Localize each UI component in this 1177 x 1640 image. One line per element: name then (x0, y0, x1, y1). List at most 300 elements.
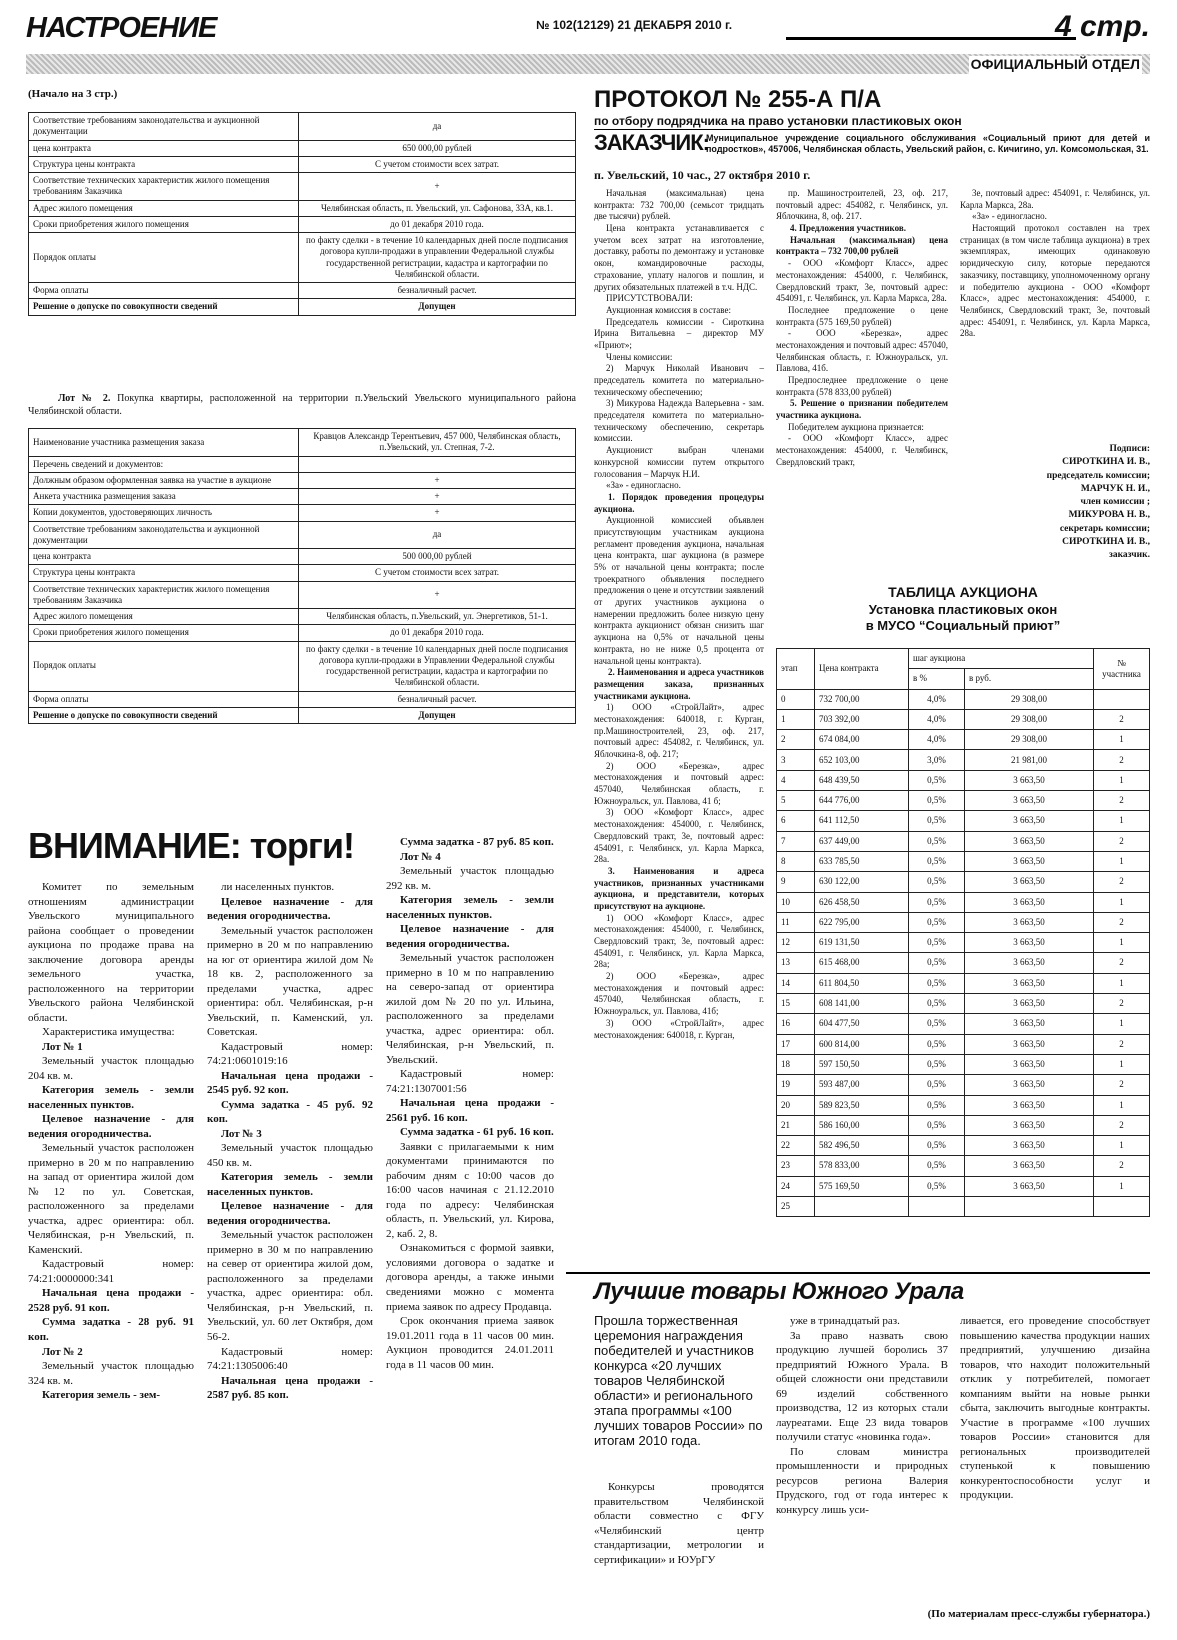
price-cell: 589 823,50 (815, 1095, 909, 1115)
paragraph: Лот № 4 (400, 850, 441, 863)
stage-cell: 8 (777, 851, 815, 871)
stage-cell: 13 (777, 953, 815, 973)
paragraph: Лот № 1 (42, 1040, 83, 1053)
percent-cell: 0,5% (909, 1014, 965, 1034)
percent-cell: 0,5% (909, 770, 965, 790)
rubles-cell: 3 663,50 (965, 1054, 1094, 1074)
field-label: Форма оплаты (29, 283, 299, 299)
participant-cell: 1 (1094, 973, 1150, 993)
field-label: Решение о допуске по совокупности сведений (29, 299, 299, 315)
percent-cell: 0,5% (909, 1075, 965, 1095)
lot1-table (28, 112, 576, 316)
table-row (29, 521, 576, 549)
table-row (29, 505, 576, 521)
signature-line: член комиссии ; (1080, 497, 1150, 508)
auction-row (777, 1176, 1150, 1196)
price-cell: 630 122,00 (815, 872, 909, 892)
protocol-column-2 (776, 188, 948, 469)
auction-title: ТАБЛИЦА АУКЦИОНА (888, 584, 1038, 600)
field-label: Соответствие технических характеристик жилого помещения требованиям Заказчика (29, 581, 299, 609)
paragraph: Категория земель - земли населенных пунктов. (386, 894, 554, 921)
price-cell: 578 833,00 (815, 1156, 909, 1176)
auction-row (777, 1156, 1150, 1176)
signature-line: Подписи: (1109, 444, 1150, 454)
auction-row (777, 851, 1150, 871)
price-cell: 703 392,00 (815, 709, 909, 729)
field-value: Допущен (299, 707, 576, 723)
table-row (29, 489, 576, 505)
paragraph: ПРИСУТСТВОВАЛИ: (606, 293, 693, 304)
signature-line: МАРЧУК Н. И., (1080, 483, 1150, 494)
paragraph: Кадастровый номер: 74:21:0000000:341 (28, 1258, 194, 1285)
price-cell: 619 131,50 (815, 933, 909, 953)
participant-cell: 2 (1094, 791, 1150, 811)
table-row (29, 156, 576, 172)
issue-date: № 102(12129) 21 ДЕКАБРЯ 2010 г. (536, 18, 733, 32)
participant-cell (1094, 689, 1150, 709)
paragraph: Члены комиссии: (606, 351, 673, 362)
goods-lead: Прошла торжественная церемония награждения победителей и участников конкурса «20 лучших товаров Челябинской области» и регионального этапа программы «100 лучших товаров России» по итогам 2010 года. (594, 1313, 763, 1448)
rubles-cell: 3 663,50 (965, 1156, 1094, 1176)
rubles-cell: 21 981,00 (965, 750, 1094, 770)
percent-cell: 0,5% (909, 1095, 965, 1115)
paragraph: уже в тринадцатый раз. (790, 1315, 900, 1327)
field-label: Соответствие требованиям законодательства и аукционной документации (29, 113, 299, 141)
participant-cell: 1 (1094, 892, 1150, 912)
price-cell: 637 449,00 (815, 831, 909, 851)
percent-cell: 0,5% (909, 1136, 965, 1156)
percent-cell: 0,5% (909, 1054, 965, 1074)
price-cell: 593 487,00 (815, 1075, 909, 1095)
percent-cell: 0,5% (909, 953, 965, 973)
protocol-column-1 (594, 188, 764, 1041)
participant-cell: 2 (1094, 750, 1150, 770)
goods-column-1: Конкурсы проводятся правительством Челябинской области совместно с ФГУ «Челябинский центр стандартизации, метрологии и сертификации» и ЮУрГУ (594, 1481, 764, 1566)
stage-cell: 9 (777, 872, 815, 892)
field-value: 500 000,00 рублей (299, 549, 576, 565)
paragraph: 2) ООО «Березка», адрес местонахождения и почтовый адрес: 457040, Челябинская область, г. Южноуральск, ул. Павлова, 41б; (594, 971, 764, 1017)
paragraph: Сумма задатка - 28 руб. 91 коп. (28, 1316, 194, 1343)
paragraph: Цена контракта устанавливается с учетом всех затрат на изготовление, доставку, работы по демонтажу и установке окон, командировочные расходы, страхование, уплату налогов и пошлин, и других обязательных платежей в т.ч. НДС. (594, 223, 764, 292)
field-value: + (299, 581, 576, 609)
paragraph: 1. Порядок проведения процедуры аукциона. (594, 491, 764, 514)
lot2-number: Лот № 2. (58, 393, 111, 404)
auction-subtitle-1: Установка пластиковых окон (868, 601, 1058, 617)
field-label: Соответствие технических характеристик жилого помещения требованиям Заказчика (29, 173, 299, 201)
rubles-cell: 3 663,50 (965, 1014, 1094, 1034)
section-label: ОФИЦИАЛЬНЫЙ ОТДЕЛ (970, 56, 1140, 72)
field-label: Сроки приобретения жилого помещения (29, 216, 299, 232)
field-value: + (299, 505, 576, 521)
rubles-cell: 3 663,50 (965, 1095, 1094, 1115)
paragraph: «За» - единогласно. (606, 480, 681, 491)
auction-subtitle-2: в МУСО “Социальный приют” (865, 617, 1061, 633)
table-row (29, 140, 576, 156)
paragraph: Земельный участок площадью 292 кв. м. (386, 865, 554, 892)
price-cell: 611 804,50 (815, 973, 909, 993)
field-value: Челябинская область, п.Увельский, ул. Энергетиков, 51-1. (299, 609, 576, 625)
rubles-cell: 3 663,50 (965, 831, 1094, 851)
paragraph: Кадастровый номер: 74:21:0601019:16 (207, 1040, 373, 1068)
rubles-cell: 3 663,50 (965, 872, 1094, 892)
percent-cell: 0,5% (909, 851, 965, 871)
paragraph: 1) ООО «СтройЛайт», адрес местонахождения: 640018, г. Курган, пр.Машиностроителей, 23, оф. 217, почтовый адрес: 454082, г. Челябинск, ул. Яблочкина-8, оф. 217; (594, 702, 764, 759)
paragraph: Аукционист выбран членами конкурсной комиссии путем открытого голосования – Марчук Н.И. (594, 445, 764, 479)
price-cell: 622 795,00 (815, 912, 909, 932)
field-value: по факту сделки - в течение 10 календарных дней после подписания договора купли-продажи в Управлении Федеральной службы государственной регистрации, кадастра и картографии по Челябинской области. (299, 641, 576, 691)
price-cell: 641 112,50 (815, 811, 909, 831)
auction-row (777, 994, 1150, 1014)
percent-cell: 0,5% (909, 872, 965, 892)
paragraph: Целевое назначение - для ведения огородничества. (28, 1113, 194, 1140)
stage-cell: 20 (777, 1095, 815, 1115)
paragraph: Настоящий протокол составлен на трех страницах (в том числе таблица аукциона) в трех экземплярах, имеющих одинаковую юридическую силу, которые передаются заказчику, поставщику, уполномоченному органу и победителю аукциона - ООО «Комфорт Класс», адрес местонахождения: 454000, г. Челябинск, Свердловский тракт, 3е, почтовый адрес: 454091, г. Челябинск, ул. Карла Маркса, 28а. (960, 223, 1150, 339)
price-cell: 575 169,50 (815, 1176, 909, 1196)
price-cell: 626 458,50 (815, 892, 909, 912)
stage-cell: 5 (777, 791, 815, 811)
price-cell: 586 160,00 (815, 1115, 909, 1135)
participant-cell: 1 (1094, 1095, 1150, 1115)
auction-row (777, 953, 1150, 973)
protocol-column-3 (960, 188, 1150, 340)
customer-text: Муниципальное учреждение социального обслуживания «Социальный приют для детей и подростков», 457006, Челябинская область, Увельский район, с. Кичигино, ул. Комсомольская, 31. (706, 133, 1150, 155)
paragraph: - ООО «Комфорт Класс», адрес местонахождения: 454000, г. Челябинск, Свердловский тракт, 3е, почтовый адрес: 454091, г. Челябинск, ул. Карла Маркса, 28а. (776, 258, 948, 304)
paragraph: Категория земель - земли населенных пунктов. (28, 1084, 194, 1111)
paragraph: Земельный участок площадью 450 кв. м. (207, 1142, 373, 1169)
field-value: + (299, 173, 576, 201)
field-value: по факту сделки - в течение 10 календарных дней после подписания договора купли-продажи в управлении Федеральной службы государственной регистрации, кадастра и картографии по Челябинской области. (299, 233, 576, 283)
rubles-cell: 3 663,50 (965, 933, 1094, 953)
participant-cell: 2 (1094, 1075, 1150, 1095)
percent-cell: 0,5% (909, 811, 965, 831)
table-row (29, 609, 576, 625)
rubles-cell: 3 663,50 (965, 953, 1094, 973)
rubles-cell: 3 663,50 (965, 1115, 1094, 1135)
stage-cell: 24 (777, 1176, 815, 1196)
auction-row (777, 689, 1150, 709)
continued-note: (Начало на 3 стр.) (28, 88, 118, 100)
participant-cell: 1 (1094, 851, 1150, 871)
participant-cell: 1 (1094, 1014, 1150, 1034)
paragraph: 3е, почтовый адрес: 454091, г. Челябинск, ул. Карла Маркса, 28а. (960, 188, 1150, 210)
price-cell: 633 785,50 (815, 851, 909, 871)
lot2-heading (28, 393, 576, 418)
paragraph: По словам министра промышленности и природных ресурсов региона Валерия Прудского, год от года интерес к конкурсу лишь уси- (776, 1445, 948, 1516)
rubles-cell: 3 663,50 (965, 1176, 1094, 1196)
stage-cell: 25 (777, 1197, 815, 1217)
paragraph: Начальная цена продажи - 2561 руб. 16 коп. (386, 1097, 554, 1124)
auction-row (777, 1197, 1150, 1217)
price-cell: 615 468,00 (815, 953, 909, 973)
signature-line: председатель комиссии; (1046, 470, 1150, 481)
table-row (29, 173, 576, 201)
field-value: да (299, 521, 576, 549)
participant-cell: 2 (1094, 709, 1150, 729)
price-cell: 652 103,00 (815, 750, 909, 770)
field-label: цена контракта (29, 549, 299, 565)
rubles-cell: 3 663,50 (965, 1136, 1094, 1156)
paragraph: Начальная (максимальная) цена контракта – 732 700,00 рублей (776, 234, 948, 257)
rubles-cell: 29 308,00 (965, 709, 1094, 729)
protocol-title: ПРОТОКОЛ № 255-А П/А (594, 86, 882, 113)
rubles-cell (965, 1197, 1094, 1217)
paragraph: ли населенных пунктов. (221, 881, 335, 893)
auction-row (777, 1034, 1150, 1054)
field-label: Копии документов, удостоверяющих личность (29, 505, 299, 521)
percent-cell: 4,0% (909, 689, 965, 709)
paragraph: Начальная цена продажи - 2545 руб. 92 коп. (207, 1069, 373, 1097)
stage-cell: 23 (777, 1156, 815, 1176)
field-value: + (299, 472, 576, 488)
stage-cell: 18 (777, 1054, 815, 1074)
paragraph: Земельный участок расположен примерно в 30 м по направлению на север от ориентира жилой дом, расположенного за пределами участка, адрес ориентира: обл. Челябинская, р-н Увельский, п. Увельский, ул. 60 лет Октября, дом 56-2. (207, 1229, 373, 1343)
field-label: Структура цены контракта (29, 156, 299, 172)
paragraph: Срок окончания приема заявок 19.01.2011 года в 11 часов 00 мин. Аукцион проводится 24.01.2011 года в 11 часов 00 мин. (386, 1315, 554, 1371)
participant-cell: 2 (1094, 953, 1150, 973)
stage-cell: 1 (777, 709, 815, 729)
price-cell: 674 084,00 (815, 730, 909, 750)
stage-cell: 0 (777, 689, 815, 709)
price-cell: 600 814,00 (815, 1034, 909, 1054)
paragraph: Заявки с прилагаемыми к ним документами принимаются по рабочим дням с 10:00 часов до 16:00 часов начиная с 21.12.2010 года по адресу: Челябинская область, п. Увельский, ул. Кирова, 2, каб. 2, 8. (386, 1140, 554, 1240)
auction-row (777, 933, 1150, 953)
table-row (29, 707, 576, 723)
stage-cell: 19 (777, 1075, 815, 1095)
paragraph: Начальная цена продажи - 2528 руб. 91 коп. (28, 1287, 194, 1314)
field-label: Форма оплаты (29, 691, 299, 707)
auction-row (777, 1054, 1150, 1074)
paragraph: Кадастровый номер: 74:21:1305006:40 (207, 1345, 373, 1373)
stage-cell: 16 (777, 1014, 815, 1034)
participant-cell (1094, 1197, 1150, 1217)
field-label: Анкета участника размещения заказа (29, 489, 299, 505)
table-row (29, 691, 576, 707)
percent-cell: 0,5% (909, 791, 965, 811)
percent-cell (909, 1197, 965, 1217)
goods-column-2 (776, 1314, 948, 1517)
paragraph: Начальная (максимальная) цена контракта: 732 700,00 (семьсот тридцать две тысячи) рублей. (594, 188, 764, 222)
goods-column-3: ливается, его проведение способствует повышению качества продукции наших предприятий, улучшению дизайна товаров, что находит положительный отклик у потребителей, помогает компаниям выйти на новые рынки сбыта, заключить выгодные контракты. Участие в программе «100 лучших товаров России» становится для региональных производителей ступенькой к повышению конкурентоспособности услуг и продукции. (960, 1315, 1150, 1502)
auction-row (777, 730, 1150, 750)
stage-cell: 14 (777, 973, 815, 993)
paragraph: Сумма задатка - 45 руб. 92 коп. (207, 1098, 373, 1126)
participant-cell: 1 (1094, 1054, 1150, 1074)
rubles-cell: 3 663,50 (965, 892, 1094, 912)
masthead (26, 10, 1150, 44)
table-row (29, 641, 576, 691)
table-row (29, 429, 576, 457)
price-cell: 597 150,50 (815, 1054, 909, 1074)
signatures (960, 443, 1150, 563)
auction-row (777, 770, 1150, 790)
rubles-cell: 3 663,50 (965, 973, 1094, 993)
paragraph: «За» - единогласно. (972, 211, 1047, 222)
paragraph: За право назвать свою продукцию лучшей боролись 37 предприятий Южного Урала. В общей сложности они представили 69 изделий собственного производства, 12 из которых стали лауреатами. Еще 23 вида товаров получили статус «новинка года». (776, 1329, 948, 1444)
participant-cell: 2 (1094, 1156, 1150, 1176)
field-label: Решение о допуске по совокупности сведений (29, 707, 299, 723)
protocol-place-date: п. Увельский, 10 час., 27 октября 2010 г. (594, 168, 811, 182)
field-value: С учетом стоимости всех затрат. (299, 565, 576, 581)
paragraph: Комитет по земельным отношениям администрации Увельского муниципального района сообщает о проведении аукциона по продаже права на заключение договора аренды земельного участка, расположенного на территории Увельского района Челябинской области. (28, 881, 194, 1024)
table-row (29, 283, 576, 299)
paragraph: Кадастровый номер: 74:21:1307001:56 (386, 1068, 554, 1095)
field-label: Порядок оплаты (29, 233, 299, 283)
field-label: Адрес жилого помещения (29, 609, 299, 625)
paragraph: Категория земель - зем- (42, 1389, 160, 1402)
price-cell: 644 776,00 (815, 791, 909, 811)
auction-row (777, 1014, 1150, 1034)
paragraph: Сумма задатка - 61 руб. 16 коп. (400, 1126, 554, 1139)
rubles-cell: 3 663,50 (965, 791, 1094, 811)
percent-cell: 0,5% (909, 1034, 965, 1054)
participant-cell: 1 (1094, 811, 1150, 831)
signature-line: заказчик. (1109, 550, 1150, 561)
stage-cell: 21 (777, 1115, 815, 1135)
percent-cell: 3,0% (909, 750, 965, 770)
price-cell: 648 439,50 (815, 770, 909, 790)
paragraph: - ООО «Березка», адрес местонахождения и почтовый адрес: 457040, Челябинская область, г. Южноуральск, ул. Павлова, 41б. (776, 328, 948, 374)
rubles-cell: 29 308,00 (965, 689, 1094, 709)
stage-cell: 2 (777, 730, 815, 750)
rubles-cell: 3 663,50 (965, 811, 1094, 831)
rubles-cell: 3 663,50 (965, 994, 1094, 1014)
rubles-cell: 3 663,50 (965, 1075, 1094, 1095)
table-row (29, 456, 576, 472)
attention-column-3 (386, 835, 554, 1372)
percent-cell: 0,5% (909, 973, 965, 993)
newspaper-title: НАСТРОЕНИЕ (26, 12, 217, 44)
field-value: Допущен (299, 299, 576, 315)
auction-row (777, 1075, 1150, 1095)
rubles-cell: 3 663,50 (965, 851, 1094, 871)
price-cell: 732 700,00 (815, 689, 909, 709)
stage-cell: 7 (777, 831, 815, 851)
lot1-table-wrap (28, 112, 576, 316)
participant-cell: 2 (1094, 1034, 1150, 1054)
percent-cell: 0,5% (909, 892, 965, 912)
stage-cell: 15 (777, 994, 815, 1014)
field-label: Порядок оплаты (29, 641, 299, 691)
participant-cell: 1 (1094, 730, 1150, 750)
auction-row (777, 811, 1150, 831)
field-label: Наименование участника размещения заказа (29, 429, 299, 457)
percent-cell: 4,0% (909, 709, 965, 729)
paragraph: Земельный участок площадью 204 кв. м. (28, 1055, 194, 1082)
rubles-cell: 3 663,50 (965, 770, 1094, 790)
signature-line: СИРОТКИНА И. В., (1062, 537, 1150, 548)
paragraph: Сумма задатка - 87 руб. 85 коп. (400, 836, 554, 848)
signature-line: СИРОТКИНА И. В., (1062, 457, 1150, 468)
field-label: Структура цены контракта (29, 565, 299, 581)
auction-row (777, 750, 1150, 770)
auction-heading (776, 584, 1150, 634)
table-row (29, 472, 576, 488)
auction-row (777, 791, 1150, 811)
paragraph: Аукционная комиссия в составе: (606, 304, 731, 315)
lot2-description: Покупка квартиры, расположенной на территории п.Увельский Увельского муниципального района Челябинской области. (28, 393, 576, 417)
header-percent: в % (909, 669, 965, 689)
auction-row (777, 1136, 1150, 1156)
paragraph: 5. Решение о признании победителем участника аукциона. (776, 398, 948, 421)
price-cell: 582 496,50 (815, 1136, 909, 1156)
participant-cell: 1 (1094, 1176, 1150, 1196)
paragraph: Лот № 3 (221, 1127, 262, 1140)
paragraph: - ООО «Комфорт Класс», адрес местонахождения: 454000, г. Челябинск, Свердловский тракт, (776, 433, 948, 467)
percent-cell: 0,5% (909, 1156, 965, 1176)
percent-cell: 0,5% (909, 912, 965, 932)
percent-cell: 0,5% (909, 1115, 965, 1135)
paragraph: Целевое назначение - для ведения огородничества. (207, 1200, 373, 1227)
table-row (29, 200, 576, 216)
page-number: 4 стр. (1054, 10, 1150, 43)
header-rubles: в руб. (965, 669, 1094, 689)
field-value: да (299, 113, 576, 141)
paragraph: Земельный участок расположен примерно в 20 м по направлению на запад от ориентира жилой дом №12 по ул. Советская, расположенного за пределами участка, адрес ориентира: обл. Челябинская, р-н Увельский, п. Каменский. (28, 1142, 194, 1256)
customer-label: ЗАКАЗЧИК: (594, 130, 709, 155)
paragraph: 3) ООО «СтройЛайт», адрес местонахождения: 640018, г. Курган, (594, 1017, 764, 1040)
paragraph: Предпоследнее предложение о цене контракта (578 833,00 рублей) (776, 375, 948, 397)
paragraph: пр. Машиностроителей, 23, оф. 217, почтовый адрес: 454082, г. Челябинск, ул. Яблочкина, 8, оф. 217. (776, 188, 948, 222)
field-value: безналичный расчет. (299, 283, 576, 299)
price-cell (815, 1197, 909, 1217)
paragraph: Земельный участок расположен примерно в 10 м по направлению на северо-запад от ориентира жилой дом № 20 по ул. Ильина, расположенного за пределами участка, адрес ориентира: обл. Челябинская, р-н Увельский, п. Увельский. (386, 952, 554, 1066)
auction-row (777, 831, 1150, 851)
lot2-table-wrap (28, 428, 576, 724)
table-row (29, 233, 576, 283)
paragraph: 3. Наименования и адреса участников, признанных участниками аукциона, и представители, которых присутствуют на аукционе. (594, 865, 764, 911)
signature-line: МИКУРОВА Н. В., (1068, 510, 1150, 521)
field-value: до 01 декабря 2010 года. (299, 625, 576, 641)
auction-row (777, 872, 1150, 892)
signature-line: секретарь комиссии; (1059, 523, 1150, 534)
field-value: 650 000,00 рублей (299, 140, 576, 156)
paragraph: Целевое назначение - для ведения огородничества. (207, 895, 373, 923)
paragraph: Целевое назначение - для ведения огородничества. (386, 923, 554, 950)
percent-cell: 4,0% (909, 730, 965, 750)
stage-cell: 22 (777, 1136, 815, 1156)
field-value: безналичный расчет. (299, 691, 576, 707)
table-row (29, 113, 576, 141)
auction-row (777, 973, 1150, 993)
paragraph: Характеристика имущества: (42, 1026, 175, 1039)
paragraph: 4. Предложения участников. (790, 223, 906, 234)
field-value: Челябинская область, п. Увельский, ул. Сафонова, 33А, кв.1. (299, 200, 576, 216)
auction-row (777, 1115, 1150, 1135)
field-value (299, 456, 576, 472)
table-row (29, 299, 576, 315)
field-value: до 01 декабря 2010 года. (299, 216, 576, 232)
rubles-cell: 29 308,00 (965, 730, 1094, 750)
paragraph: Начальная цена продажи - 2587 руб. 85 коп. (207, 1374, 373, 1402)
stage-cell: 3 (777, 750, 815, 770)
paragraph: 2) Марчук Николай Иванович – председатель комитета по материально-техническому обеспечению; (594, 363, 764, 397)
paragraph: 3) ООО «Комфорт Класс», адрес местонахождения: 454000, г. Челябинск, Свердловский тракт, 3е, почтовый адрес: 454091, г. Челябинск, ул. Карла Маркса, 28а. (594, 807, 764, 865)
field-label: Адрес жилого помещения (29, 200, 299, 216)
paragraph: Земельный участок площадью 324 кв. м. (28, 1360, 194, 1387)
stage-cell: 6 (777, 811, 815, 831)
header-price: Цена контракта (815, 649, 909, 690)
auction-table (776, 648, 1150, 1217)
auction-row (777, 1095, 1150, 1115)
paragraph: 3) Микурова Надежда Валерьевна - зам. председателя комитета по материально-техническому обеспечению, секретарь комиссии. (594, 398, 764, 444)
paragraph: 1) ООО «Комфорт Класс», адрес местонахождения: 454000, г. Челябинск, Свердловский тракт, 3е, почтовый адрес: 454091, г. Челябинск, ул. Карла Маркса, 28а; (594, 912, 764, 970)
attention-column-1 (28, 880, 194, 1403)
stage-cell: 11 (777, 912, 815, 932)
field-value: Кравцов Александр Терентьевич, 457 000, Челябинская область, п.Увельский, ул. Степная, 7-2. (299, 429, 576, 457)
participant-cell: 2 (1094, 831, 1150, 851)
field-label: Соответствие требованиям законодательства и аукционной документации (29, 521, 299, 549)
protocol-subtitle: по отбору подрядчика на право установки пластиковых окон (594, 114, 962, 128)
